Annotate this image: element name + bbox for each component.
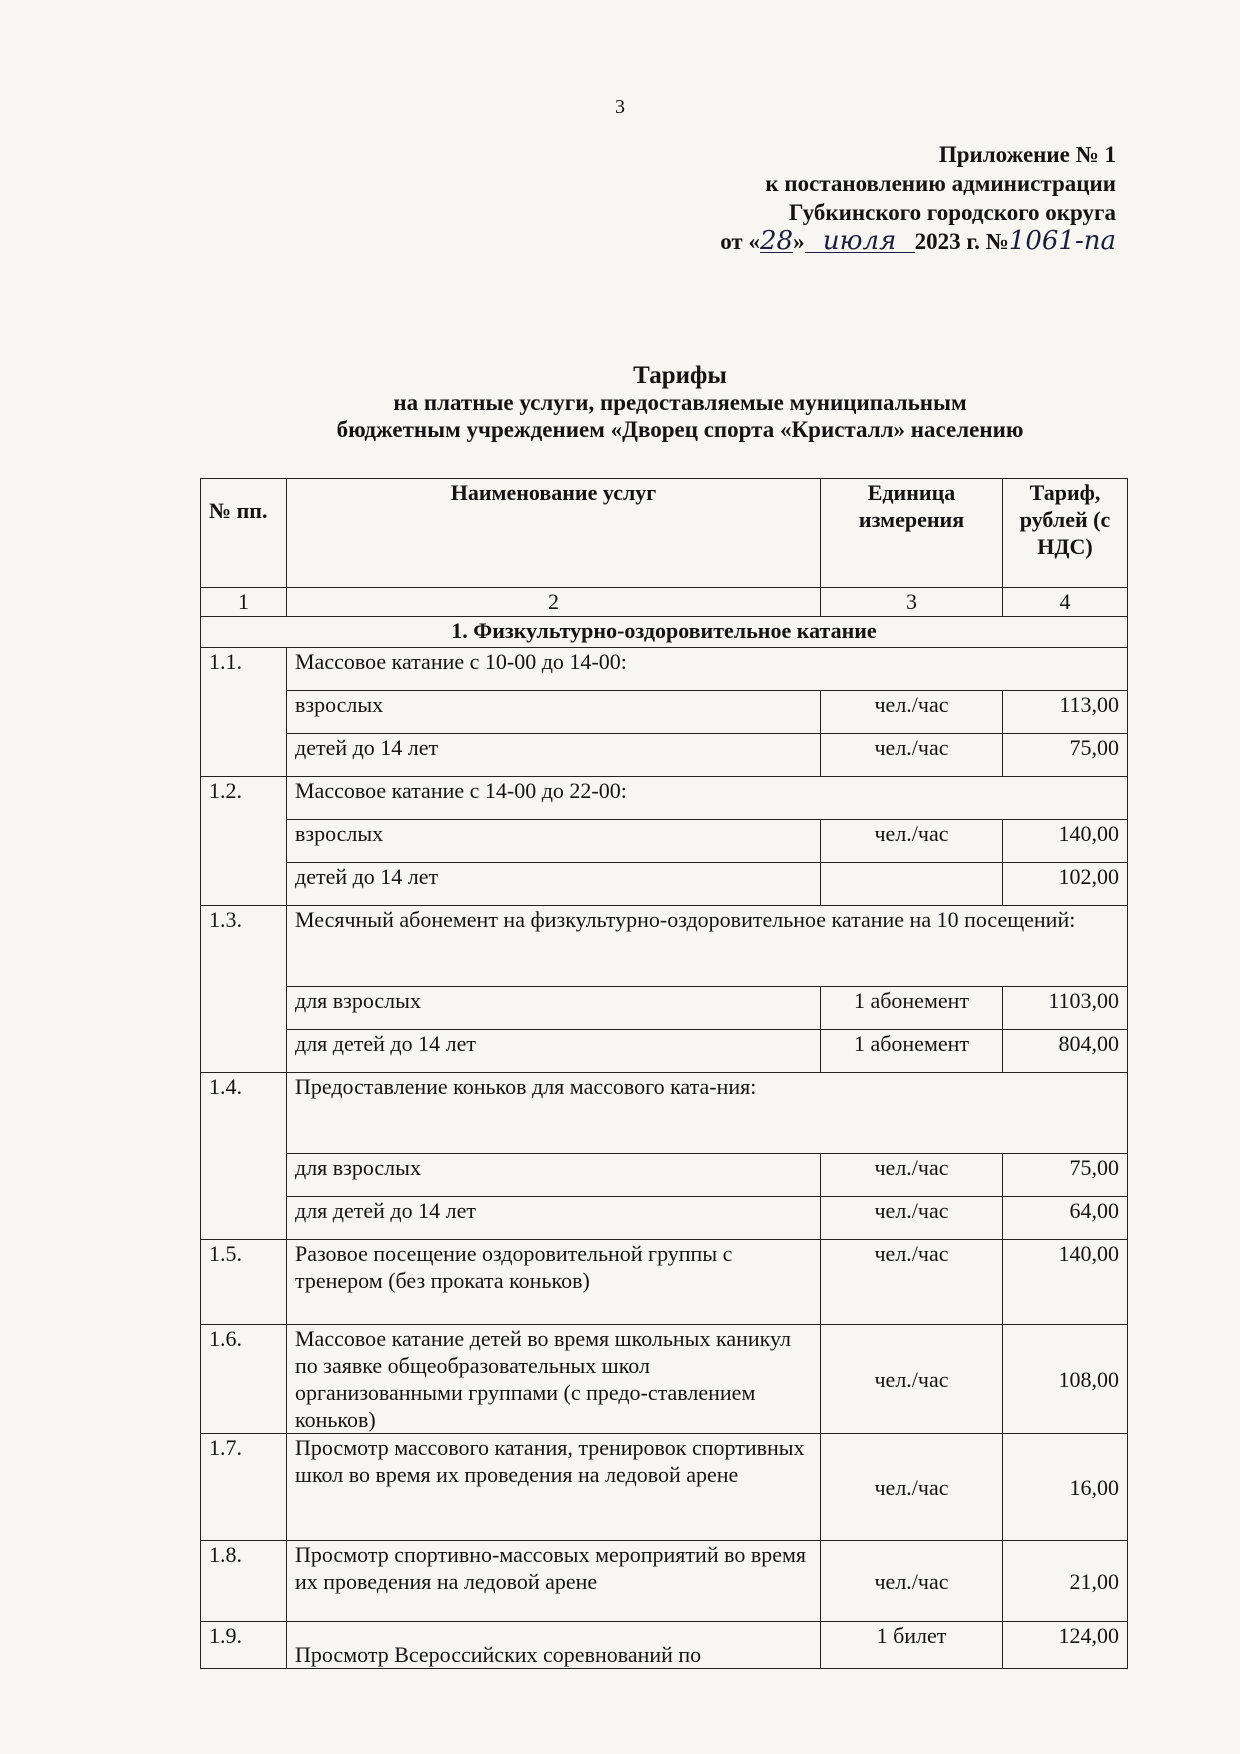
item-number: 1.8. (201, 1541, 287, 1622)
item-unit: чел./час (821, 691, 1003, 734)
item-name: детей до 14 лет (287, 863, 821, 906)
title-heading: Тарифы (633, 362, 727, 389)
table-row (201, 734, 1128, 777)
item-name: Массовое катание с 10-00 до 14-00: (287, 648, 1128, 691)
item-name: Массовое катание детей во время школьных каникул по заявке общеобразовательных школ организованными группами (с предо-ставлением коньков) (287, 1325, 821, 1434)
date-day-handwritten: 28 (759, 226, 794, 256)
table-row (201, 1197, 1128, 1240)
item-tariff: 124,00 (1003, 1622, 1128, 1669)
table-row (201, 863, 1128, 906)
header-tariff: Тариф, рублей (с НДС) (1003, 479, 1128, 588)
item-tariff: 108,00 (1003, 1325, 1128, 1434)
item-number: 1.1. (201, 648, 287, 777)
item-unit: чел./час (821, 1434, 1003, 1541)
item-tariff: 16,00 (1003, 1434, 1128, 1541)
date-mid: » (793, 229, 805, 254)
item-unit: чел./час (821, 1197, 1003, 1240)
item-name: Разовое посещение оздоровительной группы с тренером (без проката коньков) (287, 1240, 821, 1325)
title-line-2: на платные услуги, предоставляемые муниципальным (393, 390, 967, 415)
item-name: детей до 14 лет (287, 734, 821, 777)
item-unit: чел./час (821, 820, 1003, 863)
item-name: для детей до 14 лет (287, 1197, 821, 1240)
item-name: для взрослых (287, 1154, 821, 1197)
table-row (201, 648, 1128, 691)
header-name: Наименование услуг (287, 479, 821, 588)
date-month-handwritten: июля (805, 230, 915, 253)
table-row (201, 1240, 1128, 1325)
column-number: 4 (1003, 588, 1128, 617)
item-unit: 1 билет (821, 1622, 1003, 1669)
table-row (201, 1622, 1128, 1669)
page-number: 3 (615, 96, 625, 118)
document-title (240, 362, 1120, 443)
table-header-row (201, 479, 1128, 588)
item-unit: чел./час (821, 1240, 1003, 1325)
item-number: 1.2. (201, 777, 287, 906)
appendix-authority: Губкинского городского округа (788, 200, 1116, 225)
item-tariff: 113,00 (1003, 691, 1128, 734)
item-unit: чел./час (821, 1154, 1003, 1197)
table-row (201, 777, 1128, 820)
item-tariff: 75,00 (1003, 734, 1128, 777)
item-number: 1.7. (201, 1434, 287, 1541)
item-name: Месячный абонемент на физкультурно-оздоровительное катание на 10 посещений: (287, 906, 1128, 987)
table-row (201, 987, 1128, 1030)
resolution-number-handwritten: 1061-па (1008, 226, 1116, 256)
item-unit: чел./час (821, 1325, 1003, 1434)
item-tariff: 64,00 (1003, 1197, 1128, 1240)
item-tariff: 102,00 (1003, 863, 1128, 906)
appendix-resolution: к постановлению администрации (765, 171, 1116, 196)
item-name: Просмотр Всероссийских соревнований по (287, 1622, 821, 1669)
appendix-date-line (556, 227, 1116, 256)
column-number: 2 (287, 588, 821, 617)
date-year-suffix: 2023 г. № (914, 229, 1009, 254)
item-tariff: 21,00 (1003, 1541, 1128, 1622)
item-unit: 1 абонемент (821, 1030, 1003, 1073)
item-unit (821, 863, 1003, 906)
appendix-title: Приложение № 1 (938, 142, 1116, 167)
item-tariff: 140,00 (1003, 1240, 1128, 1325)
table-row (201, 691, 1128, 734)
item-tariff: 1103,00 (1003, 987, 1128, 1030)
table-row (201, 1073, 1128, 1154)
item-number: 1.9. (201, 1622, 287, 1669)
section-row (201, 617, 1128, 648)
appendix-header (556, 140, 1116, 256)
item-number: 1.3. (201, 906, 287, 1073)
tariff-table (200, 478, 1128, 1669)
item-name: для детей до 14 лет (287, 1030, 821, 1073)
item-name: Просмотр массового катания, тренировок спортивных школ во время их проведения на ледовой арене (287, 1434, 821, 1541)
item-name: Предоставление коньков для массового ката-ния: (287, 1073, 1128, 1154)
item-tariff: 804,00 (1003, 1030, 1128, 1073)
item-number: 1.5. (201, 1240, 287, 1325)
item-name: взрослых (287, 691, 821, 734)
table-row (201, 820, 1128, 863)
item-tariff: 140,00 (1003, 820, 1128, 863)
column-numbers-row (201, 588, 1128, 617)
table-row (201, 1541, 1128, 1622)
column-number: 1 (201, 588, 287, 617)
table-row (201, 1154, 1128, 1197)
item-number: 1.6. (201, 1325, 287, 1434)
item-name: для взрослых (287, 987, 821, 1030)
item-unit: 1 абонемент (821, 987, 1003, 1030)
header-num: № пп. (201, 479, 287, 588)
date-prefix: от « (720, 229, 760, 254)
item-unit: чел./час (821, 734, 1003, 777)
item-name: Массовое катание с 14-00 до 22-00: (287, 777, 1128, 820)
item-unit: чел./час (821, 1541, 1003, 1622)
table-row (201, 906, 1128, 987)
table-row (201, 1325, 1128, 1434)
table-row (201, 1030, 1128, 1073)
section-title: 1. Физкультурно-оздоровительное катание (201, 617, 1128, 648)
table-row (201, 1434, 1128, 1541)
header-unit: Единица измерения (821, 479, 1003, 588)
column-number: 3 (821, 588, 1003, 617)
item-name: взрослых (287, 820, 821, 863)
item-tariff: 75,00 (1003, 1154, 1128, 1197)
item-number: 1.4. (201, 1073, 287, 1240)
item-name: Просмотр спортивно-массовых мероприятий во время их проведения на ледовой арене (287, 1541, 821, 1622)
title-line-3: бюджетным учреждением «Дворец спорта «Кристалл» населению (336, 417, 1024, 442)
